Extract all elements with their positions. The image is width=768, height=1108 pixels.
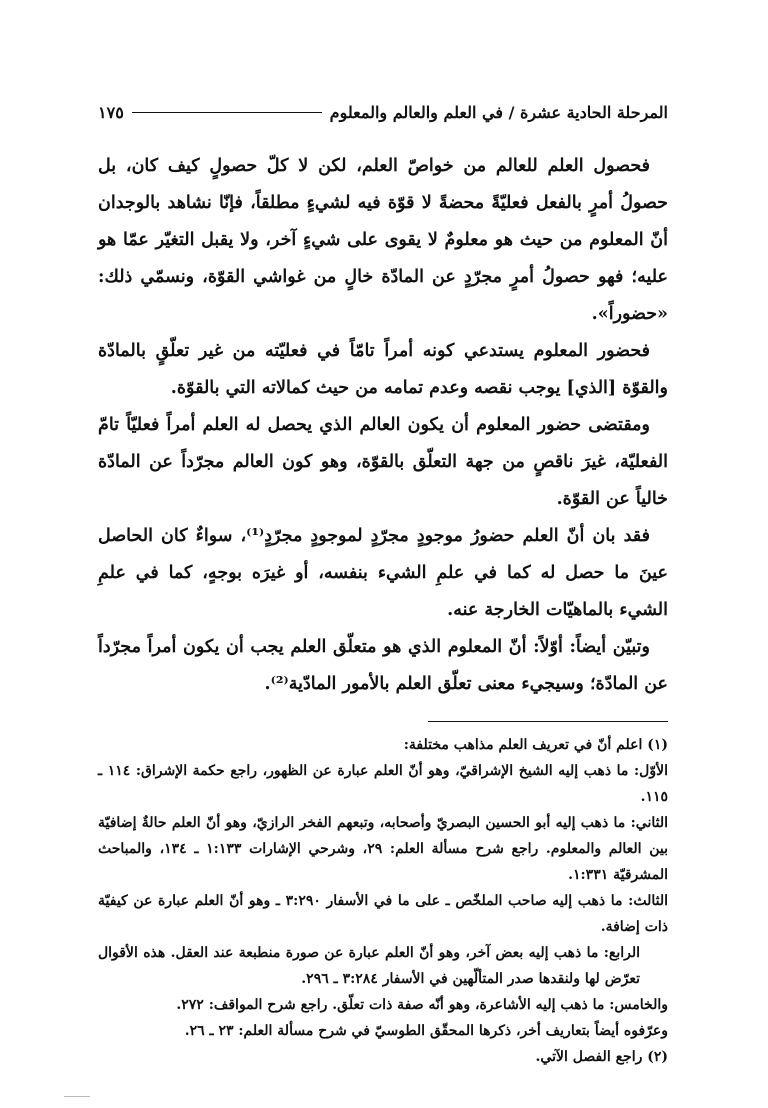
running-header: [98, 96, 668, 128]
footnote: والخامس: ما ذهب إليه الأشاعرة، وهو أنّه صفة ذات تعلّق. راجع شرح المواقف: ٢٧٢.: [176, 997, 668, 1013]
chapter-title: المرحلة الحادية عشرة / في العلم والعالم والمعلوم: [329, 102, 668, 122]
scan-mark: [64, 1096, 90, 1097]
body-text: [98, 148, 668, 703]
footnote: الثالث: ما ذهب إليه صاحب الملخّص ـ على ما في الأسفار ٣:٢٩٠ ـ وهو أنّ العلم عبارة عن كيفيّة ذات إضافة.: [98, 893, 668, 935]
paragraph: ومقتضى حضور المعلوم أن يكون العالم الذي يحصل له العلم أمراً فعليّاً تامّ الفعليّة، غيرَ ناقصٍ من جهة التعلّق بالقوّة، وهو كون العالم مجرّداً عن المادّة خالياً عن القوّة.: [98, 415, 668, 509]
footnote: الأوّل: ما ذهب إليه الشيخ الإشراقيّ، وهو أنّ العلم عبارة عن الظهور، راجع حكمة الإشراق: ١١٤ ـ ١١٥.: [98, 763, 668, 805]
paragraph: فحصول العلم للعالم من خواصّ العلم، لكن لا كلّ حصولٍ كيف كان، بل حصولُ أمرٍ بالفعل فعليّةً محضةً لا قوّة فيه لشيءٍ مطلقاً، فإنّا نشاهد بالوجدان أنّ المعلوم من حيث هو معلومٌ لا يقوى على شيءٍ آخر، ولا يقبل التغيّر عمّا هو عليه؛ فهو حصولُ أمرٍ مجرّدٍ عن المادّة خالٍ من غواشي القوّة، ونسمّي ذلك: «حضوراً».: [98, 156, 668, 324]
header-rule: [132, 112, 322, 113]
footnote: الرابع: ما ذهب إليه بعض آخر، وهو أنّ العلم عبارة عن صورة منطبعة عند العقل. هذه الأقوال تعرّض لها ولنقدها صدر المتألّهين في الأسفار ٣:٢٨٤ ـ ٢٩٦.: [98, 945, 640, 987]
footnote: وعرّفوه أيضاً بتعاريف أخر، ذكرها المحقّق الطوسيّ في شرح مسألة العلم: ٢٣ ـ ٢٦.: [184, 1023, 668, 1039]
footnote: (٢) راجع الفصل الآتي.: [535, 1049, 668, 1065]
footnote: الثاني: ما ذهب إليه أبو الحسين البصريّ وأصحابه، وتبعهم الفخر الرازيّ، وهو أنّ العلم حالةٌ إضافيّة بين العالم والمعلوم. راجع شرح مسألة العلم: ٢٩، وشرحي الإشارات ١:١٣٣ ـ ١٣٤، والمباحث المشرقيّة ١:٣٣١.: [98, 815, 668, 883]
footnote: (١) اعلم أنّ في تعريف العلم مذاهب مختلفة:: [403, 737, 668, 753]
paragraph: فقد بان أنّ العلم حضورُ موجودٍ مجرّدٍ لموجودٍ مجرّدٍ⁽¹⁾، سواءٌ كان الحاصل عينَ ما حصل له كما في علمِ الشيء بنفسه، أو غيرَه بوجهٍ، كما في علمِ الشيء بالماهيّات الخارجة عنه.: [98, 526, 668, 620]
book-page: [98, 96, 668, 1065]
page-number: ١٧٥: [98, 102, 124, 122]
footnote-separator: [428, 721, 668, 722]
paragraph: فحضور المعلوم يستدعي كونه أمراً تامّاً في فعليّته من غير تعلّقٍ بالمادّة والقوّة [الذي] يوجب نقصه وعدم تمامه من حيث كمالاته التي بالقوّة.: [98, 341, 668, 398]
paragraph: وتبيّن أيضاً: أوّلاً: أنّ المعلوم الذي هو متعلّق العلم يجب أن يكون أمراً مجرّداً عن المادّة؛ وسيجيء معنى تعلّق العلم بالأمور المادّية⁽²⁾.: [98, 637, 668, 694]
footnotes: [98, 732, 668, 1070]
